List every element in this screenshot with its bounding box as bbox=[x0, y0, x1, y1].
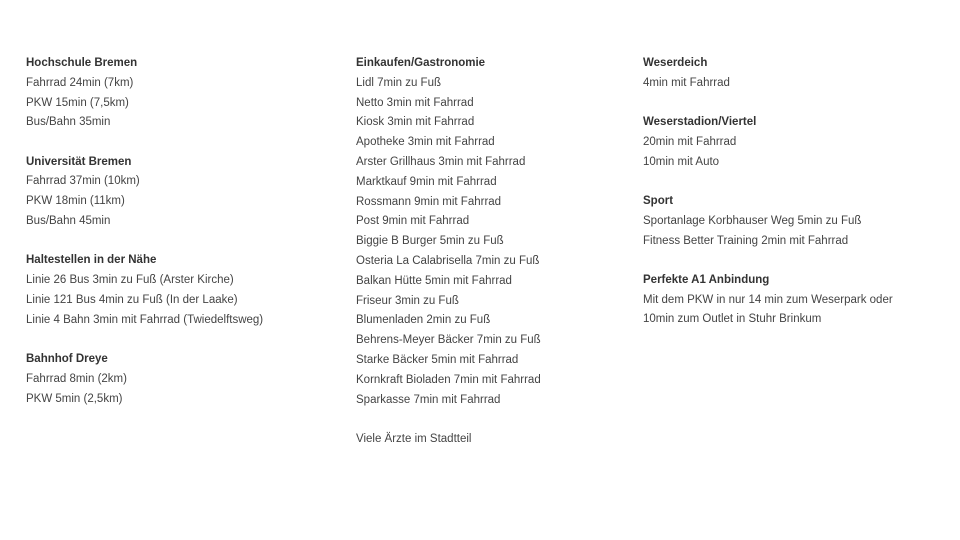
section-line: PKW 18min (11km) bbox=[26, 195, 125, 208]
section-universitaet-bremen bbox=[26, 153, 336, 232]
section-heading: Universität Bremen bbox=[26, 155, 132, 168]
section-line: Fahrrad 8min (2km) bbox=[26, 372, 127, 385]
section-line: Balkan Hütte 5min mit Fahrrad bbox=[356, 274, 512, 287]
section-line: Bus/Bahn 35min bbox=[26, 116, 111, 129]
section-line: Lidl 7min zu Fuß bbox=[356, 76, 442, 89]
section-line: Linie 4 Bahn 3min mit Fahrrad (Twiedelftsweg) bbox=[26, 313, 264, 326]
section-bahnhof-dreye bbox=[26, 350, 336, 409]
section-heading: Einkaufen/Gastronomie bbox=[356, 57, 486, 69]
section-line: Bus/Bahn 45min bbox=[26, 215, 111, 228]
section-line: Linie 121 Bus 4min zu Fuß (In der Laake) bbox=[26, 293, 238, 306]
section-line: Marktkauf 9min mit Fahrrad bbox=[356, 175, 497, 188]
section-line: Sparkasse 7min mit Fahrrad bbox=[356, 393, 501, 406]
section-line: 4min mit Fahrrad bbox=[643, 76, 730, 89]
section-line: Fahrrad 37min (10km) bbox=[26, 175, 140, 188]
section-hochschule-bremen bbox=[26, 54, 336, 133]
section-line: Kiosk 3min mit Fahrrad bbox=[356, 116, 475, 129]
section-haltestellen bbox=[26, 251, 336, 330]
section-einkaufen-gastronomie bbox=[356, 54, 626, 410]
section-a1-anbindung bbox=[643, 271, 943, 330]
section-line: Linie 26 Bus 3min zu Fuß (Arster Kirche) bbox=[26, 274, 234, 287]
section-line: Post 9min mit Fahrrad bbox=[356, 215, 470, 228]
section-weserstadion-viertel bbox=[643, 113, 943, 172]
section-line: Kornkraft Bioladen 7min mit Fahrrad bbox=[356, 373, 541, 386]
section-line: Friseur 3min zu Fuß bbox=[356, 294, 459, 307]
section-line: Starke Bäcker 5min mit Fahrrad bbox=[356, 353, 519, 366]
section-line: 20min mit Fahrrad bbox=[643, 135, 737, 148]
section-aerzte bbox=[356, 430, 626, 450]
section-line: PKW 5min (2,5km) bbox=[26, 392, 123, 405]
section-heading: Hochschule Bremen bbox=[26, 57, 138, 69]
section-line: Fitness Better Training 2min mit Fahrrad bbox=[643, 234, 849, 247]
section-line: Sportanlage Korbhauser Weg 5min zu Fuß bbox=[643, 214, 862, 227]
section-line: Viele Ärzte im Stadtteil bbox=[356, 432, 472, 445]
section-heading: Haltestellen in der Nähe bbox=[26, 254, 157, 267]
section-sport bbox=[643, 192, 943, 251]
section-line: Mit dem PKW in nur 14 min zum Weserpark oder bbox=[643, 293, 893, 306]
section-line: 10min mit Auto bbox=[643, 155, 720, 168]
section-line: Fahrrad 24min (7km) bbox=[26, 76, 134, 89]
section-line: Biggie B Burger 5min zu Fuß bbox=[356, 235, 504, 248]
column-left bbox=[26, 54, 336, 429]
section-line: Behrens-Meyer Bäcker 7min zu Fuß bbox=[356, 334, 541, 347]
column-middle bbox=[356, 54, 626, 469]
section-heading: Weserstadion/Viertel bbox=[643, 116, 757, 129]
section-heading: Perfekte A1 Anbindung bbox=[643, 273, 770, 286]
section-line: Blumenladen 2min zu Fuß bbox=[356, 314, 491, 327]
section-line: Arster Grillhaus 3min mit Fahrrad bbox=[356, 155, 526, 168]
section-heading: Weserdeich bbox=[643, 57, 708, 69]
section-weserdeich bbox=[643, 54, 943, 94]
section-line: Netto 3min mit Fahrrad bbox=[356, 96, 474, 109]
section-line: 10min zum Outlet in Stuhr Brinkum bbox=[643, 313, 822, 326]
section-line: PKW 15min (7,5km) bbox=[26, 96, 129, 109]
section-heading: Sport bbox=[643, 194, 674, 207]
section-heading: Bahnhof Dreye bbox=[26, 353, 108, 366]
section-line: Apotheke 3min mit Fahrrad bbox=[356, 136, 495, 149]
section-line: Rossmann 9min mit Fahrrad bbox=[356, 195, 502, 208]
section-line: Osteria La Calabrisella 7min zu Fuß bbox=[356, 254, 540, 267]
column-right bbox=[643, 54, 943, 350]
